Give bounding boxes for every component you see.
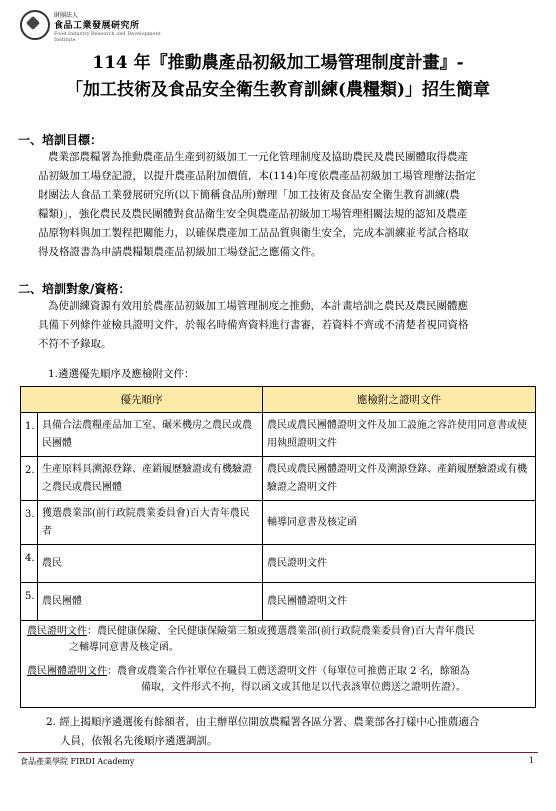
header-priority: 優先順序	[21, 387, 263, 413]
section1-line: 糧類)」，強化農民及農民團體對食品衛生安全與農產品初級加工場管理相關法規的認知及農產	[38, 208, 468, 220]
section2-line: 為使訓練資源有效用於農產品初級加工場管理制度之推動，本計畫培訓之農民及農民團體應	[48, 300, 468, 312]
group-proof-note-cont: 備取，文件形式不拘，得以函文或其他足以代表該單位薦送之證明佐證）。	[141, 682, 466, 693]
header-documents: 應檢附之證明文件	[263, 387, 536, 413]
farmer-proof-text: ：農民健康保險、全民健康保險第三類或獲選農業部(前行政院農業委員會)百大青年農民	[87, 626, 475, 637]
group-proof-label: 農民團體證明文件	[27, 666, 107, 677]
row-number: 2.	[21, 457, 38, 501]
row-documents: 輔導同意書及核定函	[263, 501, 536, 545]
table-row	[21, 501, 536, 545]
table-header-row	[21, 387, 536, 413]
title-line-2: 「加工技術及食品安全衛生教育訓練(農糧類)」招生簡章	[65, 80, 491, 100]
selection-note-2	[46, 713, 536, 751]
section1-line: 得及格證書為申請農糧類農產品初級加工場登記之應備文件。	[38, 246, 322, 258]
section2-line: 具備下列條件並檢具證明文件，於報名時備齊資料進行書審，若資料不齊或不清楚者視同資格	[38, 319, 469, 331]
notes-box	[20, 620, 536, 708]
section1-line: 品原物料與加工製程把關能力，以確保農產加工品品質與衛生安全，完成本訓練並考試合格取	[38, 227, 469, 239]
table-row	[21, 457, 536, 501]
footer-label: 食品產業學院 FIRDI Academy	[20, 757, 135, 766]
row-number: 1.	[21, 413, 38, 457]
footer-rule	[18, 752, 538, 753]
selection-priority-label: 1.遴選優先順序及應檢附文件：	[48, 368, 195, 380]
logo-name: 食品工業發展研究所	[54, 21, 140, 31]
section2-body	[38, 297, 538, 354]
logo-emblem-icon	[20, 10, 50, 40]
row-priority: 生產原料具溯源登錄、產銷履歷驗證或有機驗證之農民或農民團體	[38, 457, 263, 501]
selection-note-line: 2. 經上揭順序遴選後有餘額者，由主辦單位開放農糧署各區分署、農業部各打樣中心推薦適合	[46, 716, 480, 728]
section1-heading: 一、培訓目標：	[18, 133, 103, 147]
section1-line: 財團法人食品工業發展研究所(以下簡稱食品所)辦理「加工技術及食品安全衛生教育訓練(農	[38, 189, 460, 201]
row-priority: 農民團體	[38, 583, 263, 621]
selection-note-line: 人員，依報名先後順序遴選調訓。	[60, 735, 218, 747]
section2-heading: 二、培訓對象/資格：	[18, 282, 131, 296]
logo-english: Food Industry Research and Development Institute	[54, 31, 161, 43]
institute-logo	[20, 8, 180, 42]
section1-line: 品初級加工場登記證，以提升農產品附加價值，本(114)年度依農產品初級加工場管理辦法指定	[38, 170, 476, 182]
section1-line: 農業部農糧署為推動農產品生產到初級加工一元化管理制度及協助農民及農民團體取得農產	[48, 151, 468, 163]
row-documents: 農民或農民團體證明文件及加工設施之容許使用同意書或使用執照證明文件	[263, 413, 536, 457]
row-documents: 農民團體證明文件	[263, 583, 536, 621]
table-row	[21, 583, 536, 621]
row-number: 5.	[21, 583, 38, 621]
group-proof-note	[27, 664, 529, 680]
row-number: 4.	[21, 545, 38, 583]
table-row	[21, 413, 536, 457]
table-row	[21, 545, 536, 583]
farmer-proof-label: 農民證明文件	[27, 626, 87, 637]
row-priority: 具備合法農糧產品加工室、碾米機房之農民或農民團體	[38, 413, 263, 457]
row-priority: 獲選農業部(前行政院農業委員會)百大青年農民者	[38, 501, 263, 545]
section2-line: 不符不予錄取。	[38, 338, 112, 350]
farmer-proof-note	[27, 624, 529, 640]
row-number: 3.	[21, 501, 38, 545]
title-line-1: 114 年『推動農產品初級加工場管理制度計畫』-	[92, 53, 464, 73]
logo-small-text: 財團法人	[54, 12, 79, 19]
row-documents: 農民或農民團體證明文件及溯源登錄、產銷履歷驗證或有機驗證之證明文件	[263, 457, 536, 501]
farmer-proof-note-cont: 之輔導同意書及核定函。	[69, 642, 179, 653]
row-priority: 農民	[38, 545, 263, 583]
page-number: 1	[528, 756, 534, 765]
group-proof-text: ：農會或農業合作社單位在職員工薦送證明文件（每單位可推薦正取 2 名，餘額為	[107, 666, 470, 677]
priority-table	[20, 386, 536, 621]
section1-body	[38, 148, 538, 262]
row-documents: 農民證明文件	[263, 545, 536, 583]
